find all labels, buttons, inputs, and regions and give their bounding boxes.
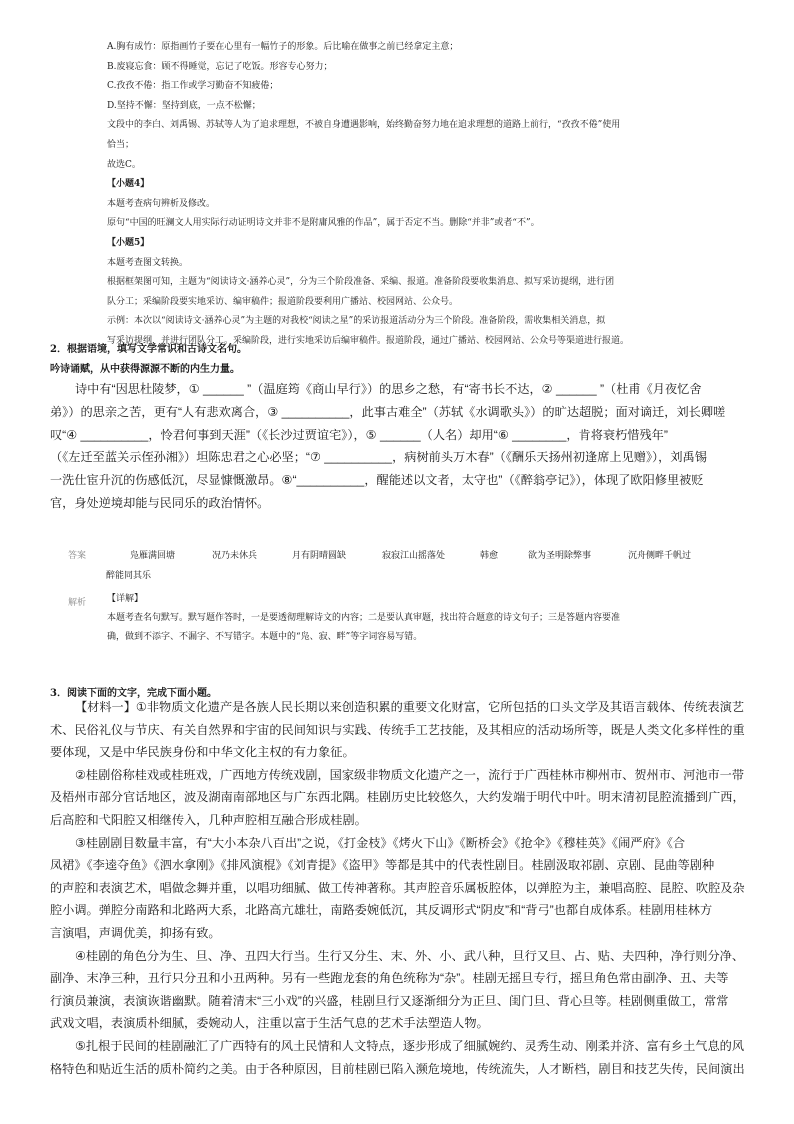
explanation-line: 故选C。 — [107, 159, 141, 170]
question-2-passage — [50, 378, 750, 515]
passage-line: 要体现，又是中华民族身份和中华文化主权的有力象征。 — [50, 745, 355, 760]
passage-line: 的声腔和表演艺术，唱做念舞并重，以唱功细腻、做工传神著称。其声腔音乐属板腔体，以弹腔为主，兼唱高腔、昆腔、吹腔及杂 — [50, 880, 745, 895]
answer-item: 欲为圣明除弊事 — [528, 551, 592, 561]
passage-line: ④桂剧的角色分为生、旦、净、丑四大行当。生行又分生、末、外、小、武八种，旦行又旦、占、贴、夫四种，净行则分净、 — [75, 948, 745, 963]
subquestion-tag: 【小题4】 — [107, 179, 150, 190]
answer-block — [68, 548, 748, 588]
question-3-title: 3．阅读下面的文字，完成下面小题。 — [50, 688, 217, 699]
answer-item: 醉能同其乐 — [106, 571, 152, 581]
explanation-line: 示例：本次以“阅读诗文·涵养心灵”为主题的对我校“阅读之星”的采访报道活动分为三个阶段。准备阶段，需收集相关消息，拟 — [107, 316, 606, 327]
detail-line: 确，做到不添字、不漏字、不写错字。本题中的“凫、寂、畔”等字词容易写错。 — [107, 632, 423, 642]
passage-line: 诗中有“因思杜陵梦，① ______ ”（温庭筠《商山早行》）的思乡之愁，有“寄书长不达，② ______ ”（杜甫《月夜忆舍 — [75, 382, 702, 396]
explanation-line: 本题考查图文转换。 — [107, 257, 189, 268]
explanation-line: A.胸有成竹：原指画竹子要在心里有一幅竹子的形象。后比喻在做事之前已经拿定主意； — [107, 42, 459, 52]
question-2-title: 2．根据语境，填写文学常识和古诗文名句。 — [50, 344, 247, 355]
answer-item: 况乃未休兵 — [212, 551, 258, 561]
passage-line: 及梧州市部分官话地区，波及湖南南部地区与广东西北隅。桂剧历史比较悠久，大约发端于明代中叶。明末清初昆腔流播到广西， — [50, 790, 745, 805]
answer-item: 沉舟侧畔千帆过 — [628, 551, 692, 561]
passage-line: 后高腔和弋阳腔又相继传入，几种声腔相互融合形成桂剧。 — [50, 812, 367, 827]
explanation-line: B.废寝忘食：顾不得睡觉，忘记了吃饭。形容专心努力； — [107, 61, 333, 72]
passage-line: 官，身处逆境却能与民同乐的政治情怀。 — [50, 495, 270, 510]
answer-item: 寂寂江山摇落处 — [382, 551, 446, 561]
explanation-line: 恰当； — [107, 139, 135, 150]
explanation-line: 队分工；采编阶段要实地采访、编审稿件；报道阶段要利用广播站、校园网站、公众号。 — [107, 296, 459, 307]
explanation-block — [107, 38, 737, 352]
explanation-line: 文段中的李白、刘禹锡、苏轼等人为了追求理想，不被自身遭遇影响，始终勤奋努力地在追求理想的道路上前行，“孜孜不倦”使用 — [107, 120, 621, 131]
explanation-line: 写采访提纲，并进行团队分工。采编阶段，进行实地采访后编审稿件。报道阶段，通过广播站、校园网站、公众号等渠道进行报道。 — [107, 335, 630, 346]
passage-line: 一洗仕宦升沉的伤感低沉，尽显慷慨激昂。⑧“__________，醒能述以文者，太守也”（《醉翁亭记》），体现了欧阳修里被贬 — [50, 473, 704, 488]
passage-line: 行演员兼演，表演诙谐幽默。随着清末“三小戏”的兴盛，桂剧旦行又逐渐细分为正旦、闺门旦、背心旦等。桂剧侧重做工，常常 — [50, 993, 729, 1008]
explanation-line: 根据框架图可知，主题为“阅读诗文·涵养心灵”，分为三个阶段准备、采编、报道。准备阶段要收集消息、拟写采访提纲，进行团 — [107, 277, 615, 288]
paragraph-3 — [50, 832, 750, 945]
passage-line: 弟》）的思亲之苦，更有“人有悲欢离合，③ __________，此事古难全”（苏轼《水调歌头》）的旷达超脱；面对谪迁，刘长卿嗟 — [50, 404, 726, 419]
answer-item: 韩愈 — [480, 551, 499, 561]
question-2-subtitle: 吟诗诵赋，从中获得源源不断的内生力量。 — [50, 364, 240, 375]
analysis-label: 解析 — [68, 598, 87, 608]
analysis-detail — [107, 590, 747, 647]
paragraph-1 — [50, 696, 750, 764]
passage-line: 言演唱，声调优美，抑扬有致。 — [50, 925, 221, 940]
subquestion-tag: 【小题5】 — [107, 237, 150, 248]
passage-line: 叹“④ __________，怜君何事到天涯”（《长沙过贾谊宅》），⑤ ______（人名）却用“⑥ ________，肯将衰朽惜残年” — [50, 427, 668, 442]
paragraph-5 — [50, 1035, 750, 1080]
passage-line: 【材料一】①非物质文化遗产是各族人民长期以来创造积累的重要文化财富，它所包括的口头文学及其语言载体、传统表演艺 — [75, 700, 745, 714]
paragraph-4 — [50, 945, 750, 1035]
passage-line: ⑤扎根于民间的桂剧融汇了广西特有的风土民情和人文特点，逐步形成了细腻婉约、灵秀生动、刚柔并济、富有乡土气息的风 — [75, 1038, 745, 1053]
answer-label: 答案 — [68, 551, 87, 561]
passage-line: 术、民俗礼仪与节庆、有关自然界和宇宙的民间知识与实践、传统手工艺技能，及其相应的活动场所等，既是人类文化多样性的重 — [50, 722, 745, 737]
answer-item: 凫雁满回塘 — [130, 551, 176, 561]
passage-line: 凤裙》《李逵夺鱼》《泗水拿刚》《排风演棍》《刘青提》《盗甲》等都是其中的代表性剧目。桂剧汲取祁剧、京剧、昆曲等剧种 — [50, 858, 715, 873]
question-3-passage — [50, 696, 750, 1080]
passage-line: 武戏文唱，表演质朴细腻，委婉动人，注重以富于生活气息的艺术手法塑造人物。 — [50, 1016, 489, 1031]
detail-line: 【详解】 — [107, 594, 144, 604]
passage-line: 副净、末净三种，丑行只分丑和小丑两种。另有一些跑龙套的角色统称为“杂”。桂剧无摇旦专行，摇旦角色常由副净、丑、夫等 — [50, 971, 729, 986]
explanation-line: D.坚持不懈：坚持到底，一点不松懈； — [107, 100, 261, 111]
passage-line: 腔小调。弹腔分南路和北路两大系，北路高亢雄壮，南路委婉低沉，其反调形式“阴皮”和“背弓”也都自成体系。桂剧用桂林方 — [50, 903, 713, 918]
answer-item: 月有阴晴圆缺 — [292, 551, 347, 561]
detail-line: 本题考查名句默写。默写题作答时，一是要透彻理解诗文的内容；二是要认真审题，找出符合题意的诗文句子；三是答题内容要准 — [107, 613, 621, 623]
passage-line: ③桂剧剧目数量丰富，有“大小本杂八百出”之说，《打金枝》《烤火下山》《断桥会》《抢伞》《穆桂英》《闹严府》《合 — [75, 835, 686, 850]
passage-line: （《左迁至蓝关示侄孙湘》）坦陈忠君之心必坚；“⑦ __________，病树前头万木春”（《酬乐天扬州初逢席上见赠》），刘禹锡 — [50, 450, 707, 465]
paragraph-2 — [50, 764, 750, 832]
explanation-line: 原句“中国的旺澜文人用实际行动证明诗文并非不是附庸风雅的作品”，属于否定不当。删除“并非”或者“不”。 — [107, 218, 540, 229]
passage-line: ②桂剧俗称桂戏或桂班戏，广西地方传统戏剧，国家级非物质文化遗产之一，流行于广西桂林市柳州市、贺州市、河池市一带 — [75, 767, 745, 782]
explanation-line: 本题考查病句辨析及修改。 — [107, 198, 216, 209]
explanation-line: C.孜孜不倦：指工作或学习勤奋不知疲倦； — [107, 81, 279, 92]
passage-line: 格特色和贴近生活的质朴简约之美。由于各种原因，目前桂剧已陷入濒危境地，传统流失，人才断档，剧目和技艺失传，民间演出 — [50, 1061, 745, 1076]
